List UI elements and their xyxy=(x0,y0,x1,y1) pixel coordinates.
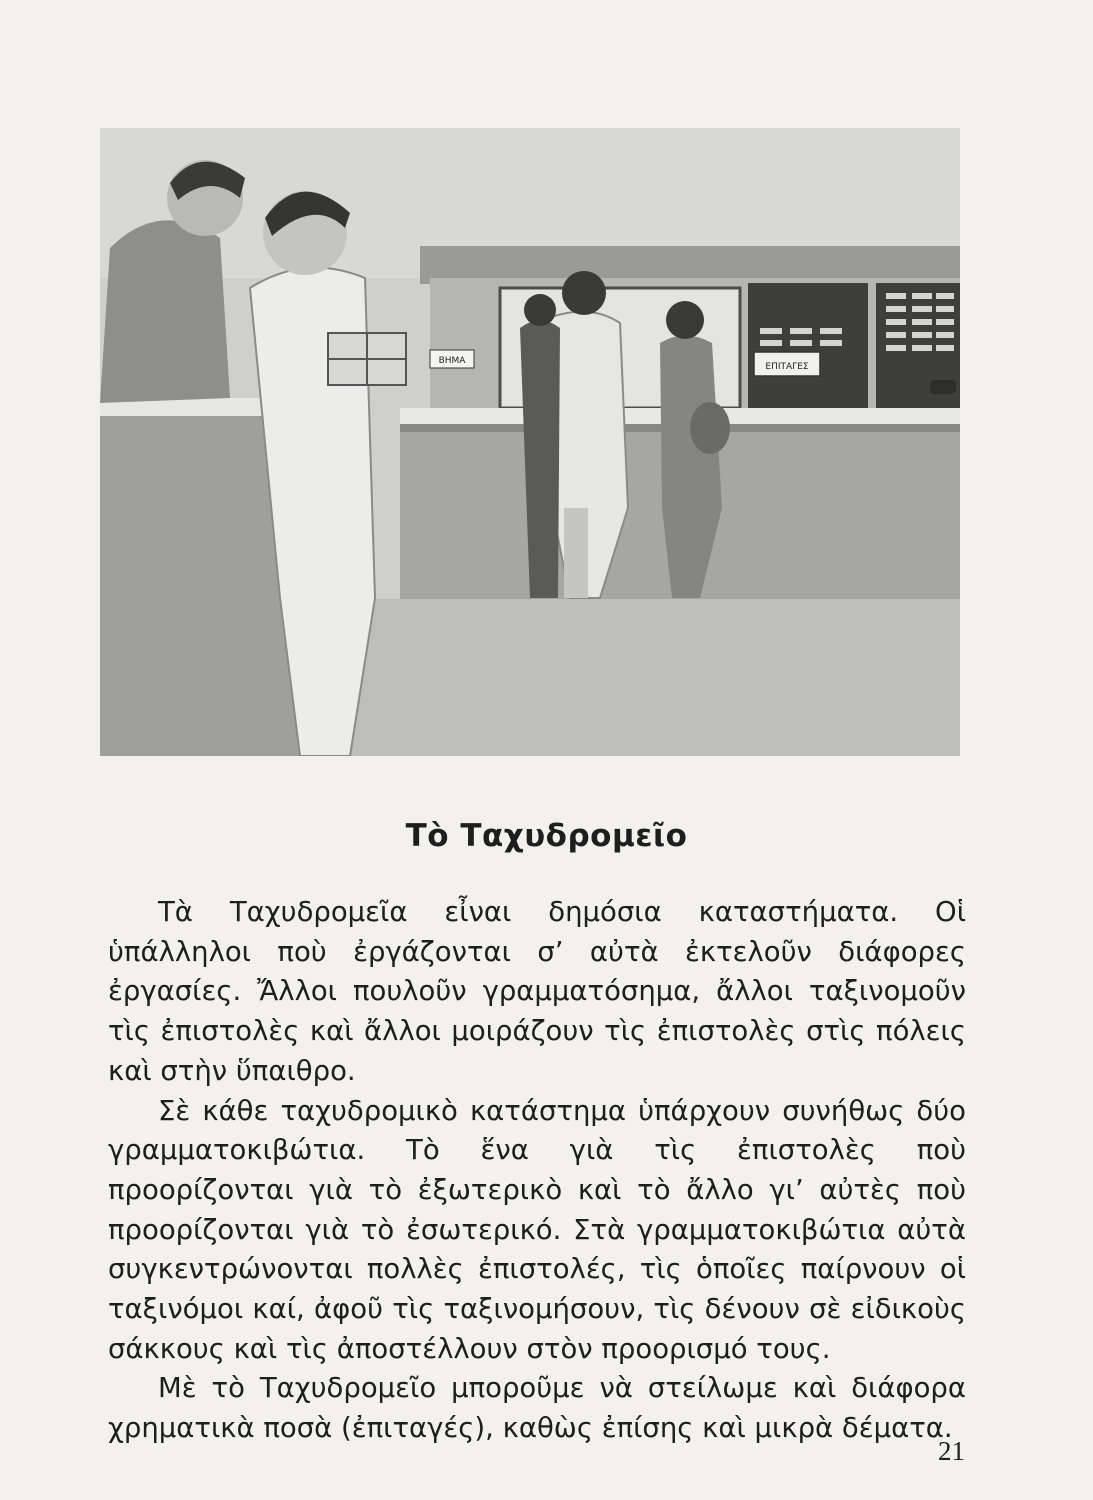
section-title: Τὸ Ταχυδρομεῖο xyxy=(405,818,688,854)
newspaper-sign-text: ΒΗΜΑ xyxy=(438,356,466,366)
post-office-illustration xyxy=(100,128,960,756)
paragraph: Τὰ Ταχυδρομεῖα εἶναι δημόσια καταστήματα. Οἱ ὑπάλληλοι ποὺ ἐργάζονται σ’ αὐτὰ ἐκτελοῦν διάφορες ἐργασίες. Ἄλλοι πουλοῦν γραμματόσημα, ἄλλοι ταξινομοῦν τὶς ἐπιστολὲς καὶ ἄλλοι μοιράζουν τὶς ἐπιστολὲς στὶς πόλεις καὶ στὴν ὕπαιθρο. xyxy=(108,896,966,1087)
page-number: 21 xyxy=(938,1436,965,1466)
paragraph: Σὲ κάθε ταχυδρομικὸ κατάστημα ὑπάρχουν συνήθως δύο γραμματοκιβώτια. Τὸ ἕνα γιὰ τὶς ἐπιστολὲς ποὺ προορίζονται γιὰ τὸ ἐξωτερικὸ καὶ τὸ ἄλλο γι’ αὐτὲς ποὺ προορίζονται γιὰ τὸ ἐσωτερικό. Στὰ γραμματοκιβώτια αὐτὰ συγκεντρώνονται πολλὲς ἐπιστολές, τὶς ὁποῖες παίρνουν οἱ ταξινόμοι καί, ἀφοῦ τὶς ταξινομήσουν, τὶς δένουν σὲ εἰδικοὺς σάκκους καὶ τὶς ἀποστέλλουν στὸν προορισμό τους. xyxy=(108,1094,966,1365)
body-text xyxy=(108,893,966,1449)
counter-sign-text: ΕΠΙΤΑΓΕΣ xyxy=(765,362,809,372)
paragraph: Μὲ τὸ Ταχυδρομεῖο μποροῦμε νὰ στείλωμε καὶ διάφορα χρηματικὰ ποσὰ (ἐπιταγές), καθὼς ἐπίσης καὶ μικρὰ δέματα. xyxy=(108,1372,966,1445)
